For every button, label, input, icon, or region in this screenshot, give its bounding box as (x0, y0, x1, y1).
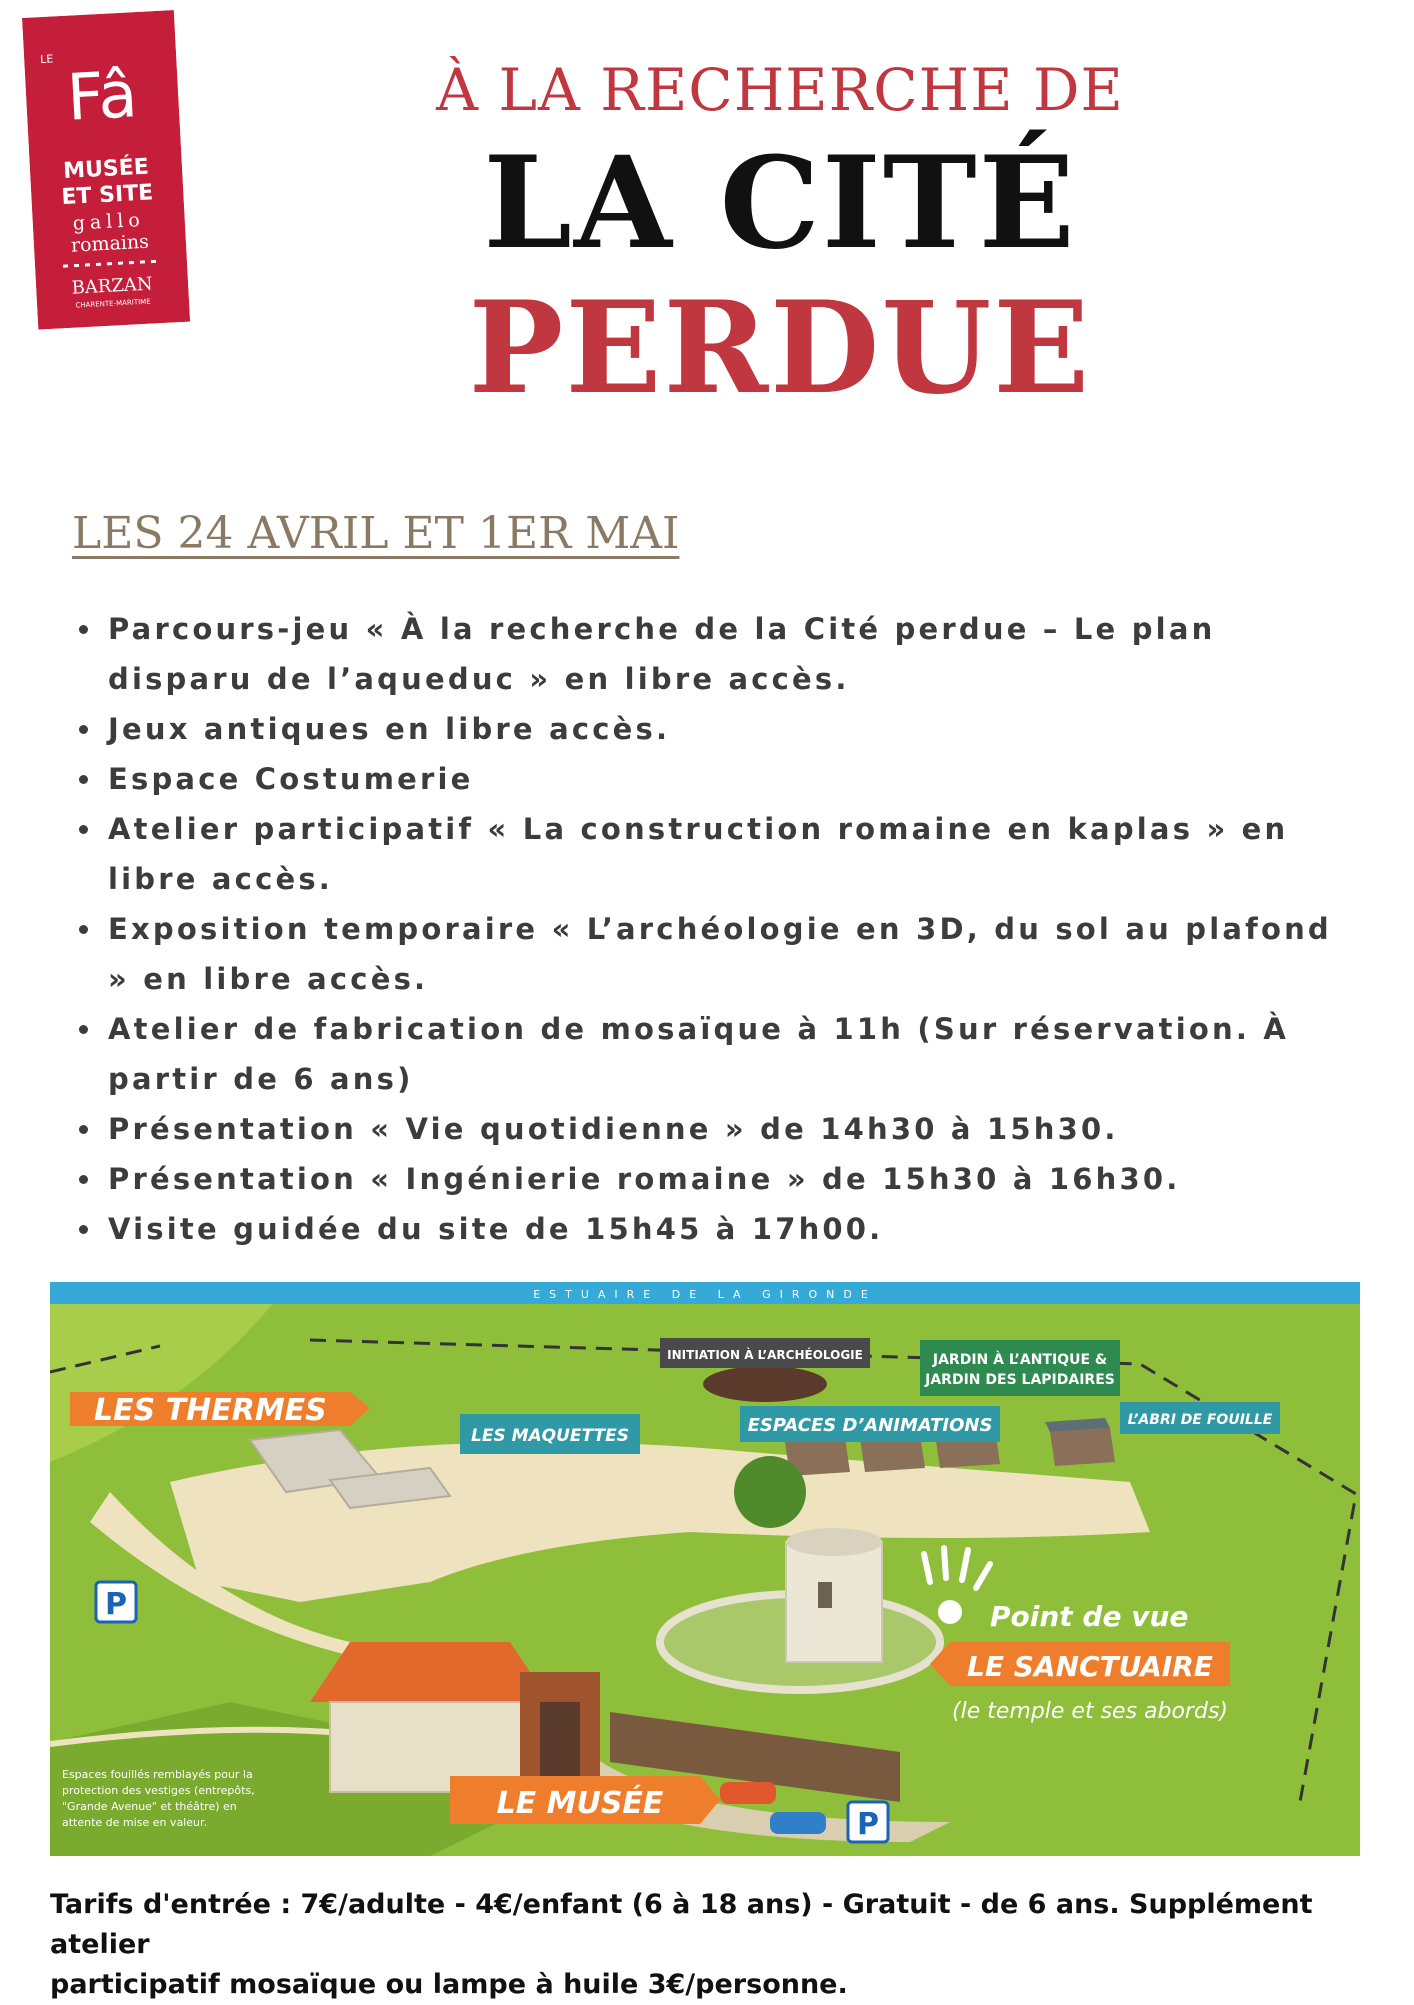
animations-label (740, 1406, 1000, 1442)
parking-west (96, 1582, 136, 1622)
musee-text: LE MUSÉE (496, 1786, 664, 1821)
thermes-text: LES THERMES (94, 1393, 327, 1428)
sanctuaire-label (930, 1642, 1230, 1724)
sanctuaire-subtext: (le temple et ses abords) (952, 1699, 1228, 1724)
date-heading: LES 24 AVRIL ET 1ER MAI (72, 508, 680, 559)
program-item: • Jeux antiques en libre accès. (104, 704, 1360, 754)
abri-shelter (1050, 1428, 1115, 1466)
car (770, 1812, 826, 1834)
excavation-pit (703, 1366, 827, 1402)
maquettes-label (460, 1414, 640, 1454)
parking-east (848, 1802, 888, 1842)
program-item: • Présentation « Ingénierie romaine » de 15h30 à 16h30. (104, 1154, 1360, 1204)
logo-place: BARZAN (71, 273, 154, 299)
program-item: • Atelier de fabrication de mosaïque à 11h (Sur réservation. À partir de 6 ans) (104, 1004, 1360, 1104)
site-map (50, 1282, 1360, 1856)
logo-line-1: MUSÉE (62, 154, 150, 185)
thermes-label (70, 1392, 370, 1428)
logo-region: CHARENTE-MARITIME (75, 297, 151, 310)
initiation-label (660, 1338, 870, 1368)
animations-text: ESPACES D’ANIMATIONS (747, 1415, 993, 1436)
viewpoint-text: Point de vue (990, 1600, 1189, 1633)
tree (734, 1456, 806, 1528)
abri-label (1120, 1402, 1280, 1434)
title-block (360, 52, 1200, 422)
map-note-line: attente de mise en valeur. (62, 1816, 207, 1829)
temple-tower (786, 1542, 882, 1662)
logo-line-2: ET SITE (60, 180, 154, 211)
temple-top (786, 1528, 882, 1556)
logo-prefix: LE (39, 52, 54, 67)
abri-text: L’ABRI DE FOUILLE (1127, 1412, 1273, 1428)
title-line-2: LA CITÉ (483, 129, 1077, 277)
car (720, 1782, 776, 1804)
map-note-line: protection des vestiges (entrepôts, (62, 1784, 255, 1797)
program-item: • Exposition temporaire « L’archéologie en 3D, du sol au plafond » en libre accès. (104, 904, 1360, 1004)
program-item: • Atelier participatif « La construction romaine en kaplas » en libre accès. (104, 804, 1360, 904)
logo-line-3: gallo (72, 208, 146, 235)
parking-text-east: P (857, 1807, 879, 1842)
program-list (70, 604, 1360, 1254)
program-item: • Espace Costumerie (104, 754, 1360, 804)
viewpoint-icon (938, 1600, 962, 1624)
pricing-line-2: participatif mosaïque ou lampe à huile 3€/personne. (50, 1969, 848, 2000)
jardin-text-2: JARDIN DES LAPIDAIRES (925, 1372, 1115, 1388)
jardin-text-1: JARDIN À L’ANTIQUE & (932, 1352, 1108, 1368)
title-line-1: À LA RECHERCHE DE (436, 56, 1124, 124)
logo-graphic (22, 10, 190, 330)
map-note-line: "Grande Avenue" et théâtre) en (62, 1800, 237, 1813)
museum-roof (310, 1642, 550, 1702)
logo-line-4: romains (70, 230, 150, 257)
estuary-label: ESTUAIRE DE LA GIRONDE (533, 1288, 877, 1301)
museum-door (540, 1702, 580, 1782)
program-item: • Présentation « Vie quotidienne » de 14h30 à 15h30. (104, 1104, 1360, 1154)
map-note-line: Espaces fouillés remblayés pour la (62, 1768, 253, 1781)
pricing-line-1: Tarifs d'entrée : 7€/adulte - 4€/enfant (6 à 18 ans) - Gratuit - de 6 ans. Supplément atelier (50, 1889, 1313, 1960)
maquettes-text: LES MAQUETTES (471, 1426, 629, 1446)
site-map-graphic (50, 1282, 1360, 1856)
initiation-text: INITIATION À L’ARCHÉOLOGIE (667, 1348, 863, 1362)
temple-window (818, 1582, 832, 1608)
sanctuaire-text: LE SANCTUAIRE (967, 1650, 1213, 1683)
logo-brand: Fâ (65, 58, 140, 136)
museum-logo (22, 10, 190, 330)
musee-label (450, 1776, 720, 1824)
jardin-label (920, 1340, 1120, 1396)
pricing-footer (50, 1885, 1380, 2005)
title-line-3: PERDUE (468, 274, 1092, 422)
program-item: • Visite guidée du site de 15h45 à 17h00. (104, 1204, 1360, 1254)
program-item: • Parcours-jeu « À la recherche de la Cité perdue – Le plan disparu de l’aqueduc » en libre accès. (104, 604, 1360, 704)
parking-text-west: P (105, 1587, 127, 1622)
